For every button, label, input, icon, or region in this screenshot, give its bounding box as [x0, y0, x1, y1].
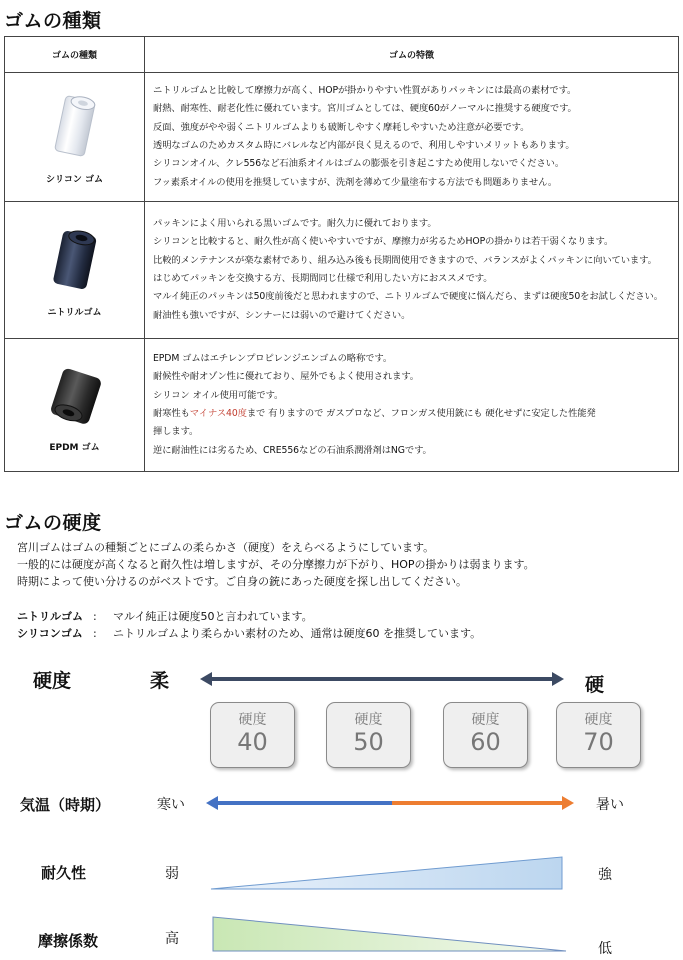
- desc-line: ニトリルゴムと比較して摩擦力が高く、HOPが掛かりやすい性質がありパッキンには最高の素材です。: [153, 85, 577, 97]
- durability-label: 耐久性: [41, 864, 87, 882]
- note-key: シリコンゴム: [17, 627, 83, 640]
- note-colon: :: [93, 627, 97, 640]
- desc-text: まで 有りますので ガスブロなど、フロンガス使用銃にも 硬化せずに安定した性能発: [246, 408, 596, 419]
- soft-hard-arrow: [200, 670, 564, 688]
- temperature-low: 寒い: [157, 797, 185, 813]
- hardness-box-value: 40: [237, 728, 268, 756]
- rubber-types-table: [4, 36, 679, 472]
- hardness-box-value: 70: [583, 728, 614, 756]
- temperature-arrow: [206, 794, 574, 812]
- note-key: ニトリルゴム: [17, 610, 83, 623]
- desc-line: マルイ純正のパッキンは50度前後だと思われますので、ニトリルゴムで硬度に悩んだら、まずは硬度50をお試しください。: [153, 291, 663, 303]
- hardness-box-value: 50: [353, 728, 384, 756]
- note-text: マルイ純正は硬度50と言われています。: [113, 610, 313, 623]
- friction-low: 低: [598, 941, 612, 957]
- desc-line: 揮します。: [153, 426, 199, 438]
- friction-high: 高: [165, 931, 179, 947]
- desc-line: シリコンと比較すると、耐久性が高く使いやすいですが、摩擦力が劣るためHOPの掛かりは若干弱くなります。: [153, 236, 614, 248]
- desc-text: 耐寒性も: [153, 408, 190, 419]
- desc-line: シリコンオイル、クレ556など石油系オイルはゴムの膨張を引き起こすため使用しないでください。: [153, 158, 565, 170]
- hardness-box-40: [210, 702, 295, 768]
- hardness-box-50: [326, 702, 411, 768]
- col-header-features: ゴムの特徴: [145, 37, 679, 73]
- nitrile-cell: [5, 202, 145, 339]
- hardness-label: 硬度: [33, 670, 72, 692]
- section-title-hardness: ゴムの硬度: [4, 512, 102, 534]
- desc-line: フッ素系オイルの使用を推奨していますが、洗剤を薄めて少量塗布する方法でも問題ありません。: [153, 176, 558, 188]
- temperature-high: 暑い: [596, 797, 624, 813]
- temperature-label: 気温（時期）: [20, 796, 111, 814]
- section-title-types: ゴムの種類: [4, 10, 102, 32]
- epdm-description: [145, 339, 679, 472]
- friction-wedge: [212, 916, 568, 952]
- desc-line: EPDM ゴムはエチレンプロピレンジエンゴムの略称です。: [153, 353, 393, 365]
- nitrile-description: [145, 202, 679, 339]
- intro-text: [17, 539, 535, 590]
- desc-line: パッキンによく用いられる黒いゴムです。耐久力に優れております。: [153, 218, 437, 230]
- hardness-box-value: 60: [470, 728, 501, 756]
- friction-label: 摩擦係数: [38, 932, 99, 950]
- silicone-packing-image: [40, 90, 110, 162]
- highlight-text: マイナス40度: [189, 408, 247, 419]
- soft-label: 柔: [150, 670, 170, 692]
- hardness-box-label: 硬度: [354, 712, 383, 728]
- durability-low: 弱: [165, 866, 179, 882]
- col-header-type: ゴムの種類: [5, 37, 145, 73]
- desc-line: 透明なゴムのためカスタム時にバレルなど内部が良く見えるので、利用しやすいメリットもあります。: [153, 140, 575, 151]
- hardness-box-label: 硬度: [584, 712, 613, 728]
- note-text: ニトリルゴムより柔らかい素材のため、通常は硬度60 を推奨しています。: [113, 627, 482, 640]
- hardness-box-60: [443, 702, 528, 768]
- hardness-box-label: 硬度: [238, 712, 267, 728]
- durability-wedge: [210, 856, 564, 890]
- epdm-cell: [5, 339, 145, 472]
- table-row: [5, 202, 679, 339]
- type-name: ニトリルゴム: [47, 307, 102, 318]
- desc-line: 耐候性や耐オゾン性に優れており、屋外でもよく使用されます。: [153, 371, 419, 383]
- desc-line: 逆に耐油性には劣るため、CRE556などの石油系潤滑剤はNGです。: [153, 444, 432, 456]
- desc-line: 耐油性も強いですが、シンナーには弱いので避けてください。: [153, 309, 411, 321]
- hard-label: 硬: [585, 674, 605, 696]
- desc-line: 比較的メンテナンスが楽な素材であり、組み込み後も長期間使用できますので、バランスがよくパッキンに向いています。: [153, 254, 657, 266]
- hardness-box-label: 硬度: [471, 712, 500, 728]
- table-header-row: [5, 37, 679, 73]
- table-row: [5, 339, 679, 472]
- desc-line: はじめてパッキンを交換する方、長期間同じ仕様で利用したい方におススメです。: [153, 273, 493, 284]
- nitrile-packing-image: [40, 223, 110, 295]
- desc-line: 耐熱、耐寒性、耐老化性に優れています。宮川ゴムとしては、硬度60がノーマルに推奨する硬度です。: [153, 103, 577, 115]
- notes: [17, 608, 481, 642]
- table-row: [5, 73, 679, 202]
- type-name: シリコン ゴム: [46, 174, 103, 185]
- desc-line: 反面、強度がやや弱くニトリルゴムよりも破断しやすく摩耗しやすいため注意が必要です。: [153, 121, 530, 133]
- note-row: [17, 608, 481, 625]
- type-name: EPDM ゴム: [49, 442, 100, 453]
- silicone-cell: [5, 73, 145, 202]
- note-colon: :: [93, 610, 97, 623]
- intro-line: 一般的には硬度が高くなると耐久性は増しますが、その分摩擦力が下がり、HOPの掛かりは弱まります。: [17, 558, 535, 571]
- intro-line: 宮川ゴムはゴムの種類ごとにゴムの柔らかさ（硬度）をえらべるようにしています。: [17, 541, 435, 554]
- silicone-description: [145, 73, 679, 202]
- epdm-packing-image: [40, 358, 110, 430]
- hardness-box-70: [556, 702, 641, 768]
- intro-line: 時期によって使い分けるのがベストです。ご自身の銃にあった硬度を探し出してください。: [17, 575, 468, 588]
- note-row: [17, 625, 481, 642]
- durability-high: 強: [598, 867, 612, 883]
- desc-line: シリコン オイル使用可能です。: [153, 389, 284, 401]
- desc-line: [153, 405, 670, 423]
